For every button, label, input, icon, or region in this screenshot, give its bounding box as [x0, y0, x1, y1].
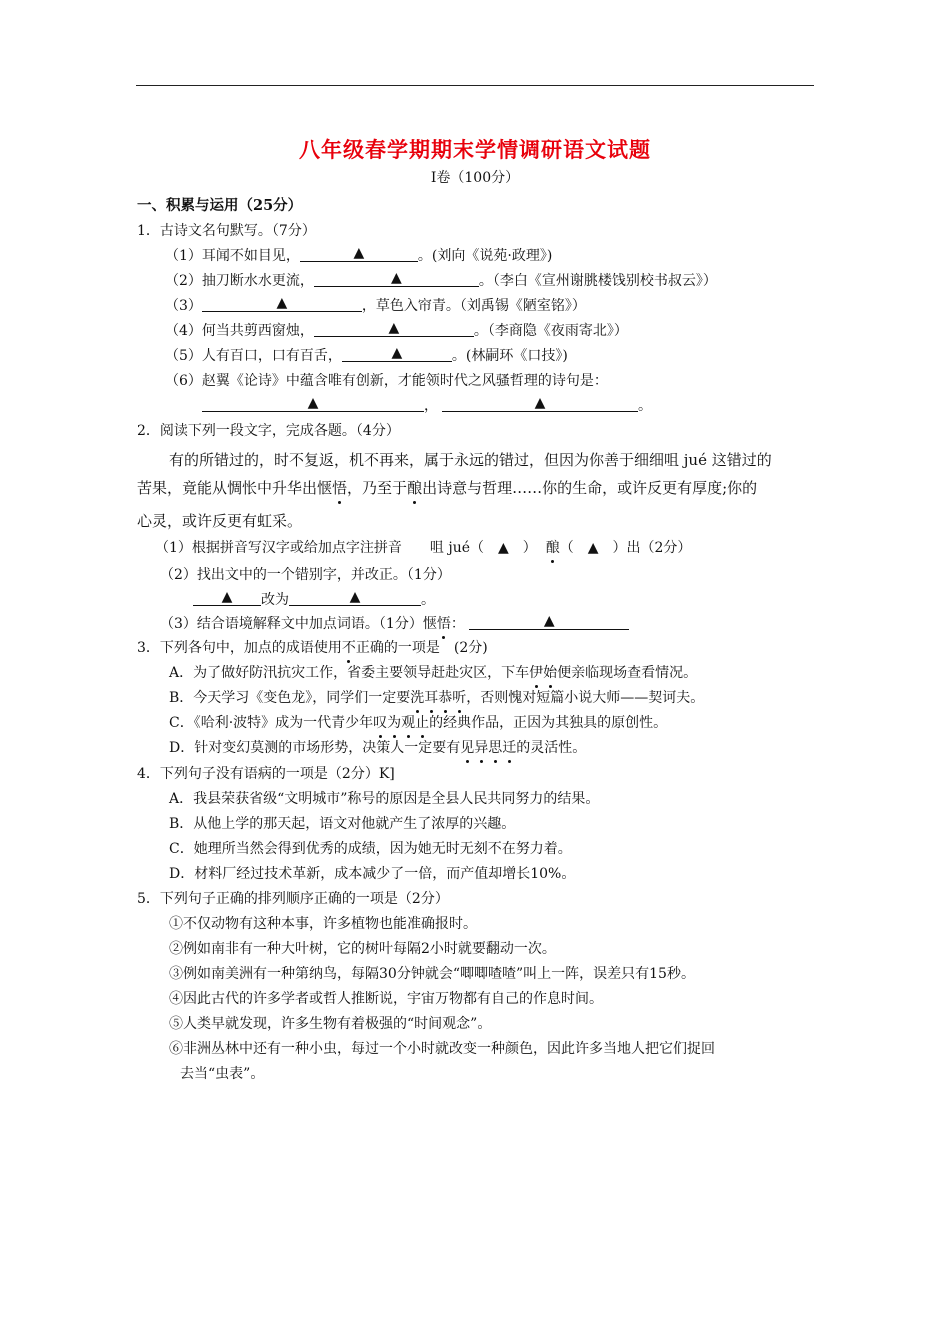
q5-sentence-1: ①不仅动物有这种本事，许多植物也能准确报时。	[169, 916, 477, 932]
q4-option-c: C．她理所当然会得到优秀的成绩，因为她无时无刻不在努力着。	[169, 841, 572, 857]
q1-stem: 1．古诗文名句默写。（7分）	[137, 223, 316, 239]
triangle-icon: ▲	[307, 395, 319, 411]
triangle-icon: ▲	[534, 395, 546, 411]
page-title: 八年级春学期期末学情调研语文试题	[299, 137, 651, 162]
q2-stem: 2．阅读下列一段文字，完成各题。（4分）	[137, 423, 400, 439]
q4-option-d: D．材料厂经过技术革新，成本减少了一倍，而产值却增长10%。	[169, 866, 576, 882]
q2-passage-line-2: 苦果，竟能从惆怅中升华出惬悟，乃至于酿出诗意与哲理……你的生命，或许反更有厚度;你的	[137, 479, 758, 497]
answer-blank[interactable]	[193, 591, 261, 606]
answer-blank[interactable]	[202, 297, 362, 312]
q5-sentence-4: ④因此古代的许多学者或哲人推断说，宇宙万物都有自己的作息时间。	[169, 991, 603, 1007]
triangle-icon: ▲	[391, 345, 403, 361]
answer-blank[interactable]	[289, 591, 421, 606]
q1-item-6: （6）赵翼《论诗》中蕴含唯有创新，才能领时代之风骚哲理的诗句是：	[165, 373, 608, 389]
q5-sentence-5: ⑤人类早就发现，许多生物有着极强的“时间观念”。	[169, 1016, 492, 1032]
dotted-char: 酿	[407, 479, 423, 497]
q2-sub-3: （3）结合语境解释文中加点词语。（1分）惬悟： ▲	[160, 615, 629, 633]
triangle-icon: ▲	[276, 295, 288, 311]
section-heading: 一、积累与运用（25分）	[137, 197, 303, 214]
q4-stem: 4．下列句子没有语病的一项是（2分）K]	[137, 766, 395, 782]
q1-item-4: （4）何当共剪西窗烛， ▲ 。（李商隐《夜雨寄北》）	[165, 320, 628, 339]
q3-option-a: A．为了做好防汛抗灾工作，省委主要领导赶赴灾区，下车伊始便亲临现场查看情况。	[169, 665, 698, 681]
q1-item-3: （3） ▲ ，草色入帘青。（刘禹锡《陋室铭》）	[165, 295, 586, 314]
triangle-icon: ▲	[388, 320, 400, 336]
answer-blank[interactable]	[442, 397, 638, 412]
triangle-icon: ▲	[498, 540, 509, 556]
q2-sub-2-answer: ▲ 改为 ▲ 。	[193, 591, 435, 609]
triangle-icon: ▲	[587, 540, 599, 556]
q3-option-d: D．针对变幻莫测的市场形势，决策人一定要有见异思迁的灵活性。	[169, 740, 587, 756]
q2-passage-line-1: 有的所错过的，时不复返，机不再来，属于永远的错过，但因为你善于细细咀 jué 这错过的	[169, 451, 772, 469]
triangle-icon: ▲	[349, 589, 361, 605]
q3-option-b: B．今天学习《变色龙》，同学们一定要洗耳恭听，否则愧对短篇小说大师——契诃夫。	[169, 690, 705, 706]
dotted-char: 不	[341, 640, 356, 656]
q4-option-b: B．从他上学的那天起，语文对他就产生了浓厚的兴趣。	[169, 816, 516, 832]
top-rule	[136, 85, 814, 86]
answer-blank[interactable]	[342, 347, 452, 362]
dotted-char: 悟	[436, 616, 451, 632]
answer-blank[interactable]	[314, 272, 479, 287]
q2-passage-line-3: 心灵，或许反更有虹采。	[137, 512, 303, 530]
q5-sentence-6: ⑥非洲丛林中还有一种小虫，每过一个小时就改变一种颜色，因此许多当地人把它们捉回	[169, 1041, 715, 1057]
page-subtitle: Ⅰ卷（100分）	[430, 170, 520, 186]
q5-sentence-3: ③例如南美洲有一种第纳鸟，每隔30分钟就会“唧唧喳喳”叫上一阵，误差只有15秒。	[169, 966, 695, 982]
answer-blank[interactable]	[300, 247, 418, 262]
q5-sentence-6-cont: 去当“虫表”。	[180, 1066, 265, 1082]
q2-sub-1: （1）根据拼音写汉字或给加点字注拼音 咀 jué（ ▲ ） 酿（ ▲ ）出（2分）	[155, 540, 692, 556]
q1-item-5: （5）人有百口，口有百舌， ▲ 。(林嗣环《口技》)	[165, 345, 568, 364]
q1-item-2: （2）抽刀断水水更流， ▲ 。（李白《宣州谢朓楼饯别校书叔云》）	[165, 270, 717, 289]
q5-stem: 5．下列句子正确的排列顺序正确的一项是（2分）	[137, 891, 449, 907]
q1-item-6-blanks: ▲ ， ▲ 。	[202, 397, 652, 415]
answer-blank[interactable]	[469, 615, 629, 630]
answer-blank[interactable]	[314, 322, 474, 337]
answer-blank[interactable]	[202, 397, 424, 412]
dotted-char: 酿	[545, 540, 560, 556]
triangle-icon: ▲	[543, 613, 555, 629]
triangle-icon: ▲	[391, 270, 402, 286]
q1-item-1: （1）耳闻不如目见， ▲ 。(刘向《说苑·政理》)	[165, 245, 553, 264]
q3-option-c: C．《哈利·波特》成为一代青少年叹为观止的经典作品，正因为其独具的原创性。	[169, 715, 668, 731]
triangle-icon: ▲	[221, 589, 233, 605]
q2-sub-2: （2）找出文中的一个错别字，并改正。（1分）	[160, 567, 451, 583]
q4-option-a: A．我县荣获省级“文明城市”称号的原因是全县人民共同努力的结果。	[169, 791, 600, 807]
q5-sentence-2: ②例如南非有一种大叶树，它的树叶每隔2小时就要翻动一次。	[169, 941, 556, 957]
q3-stem: 3．下列各句中，加点的成语使用不正确的一项是 (2分)	[137, 640, 488, 656]
dotted-char: 悟	[332, 479, 348, 497]
triangle-icon: ▲	[353, 245, 365, 261]
